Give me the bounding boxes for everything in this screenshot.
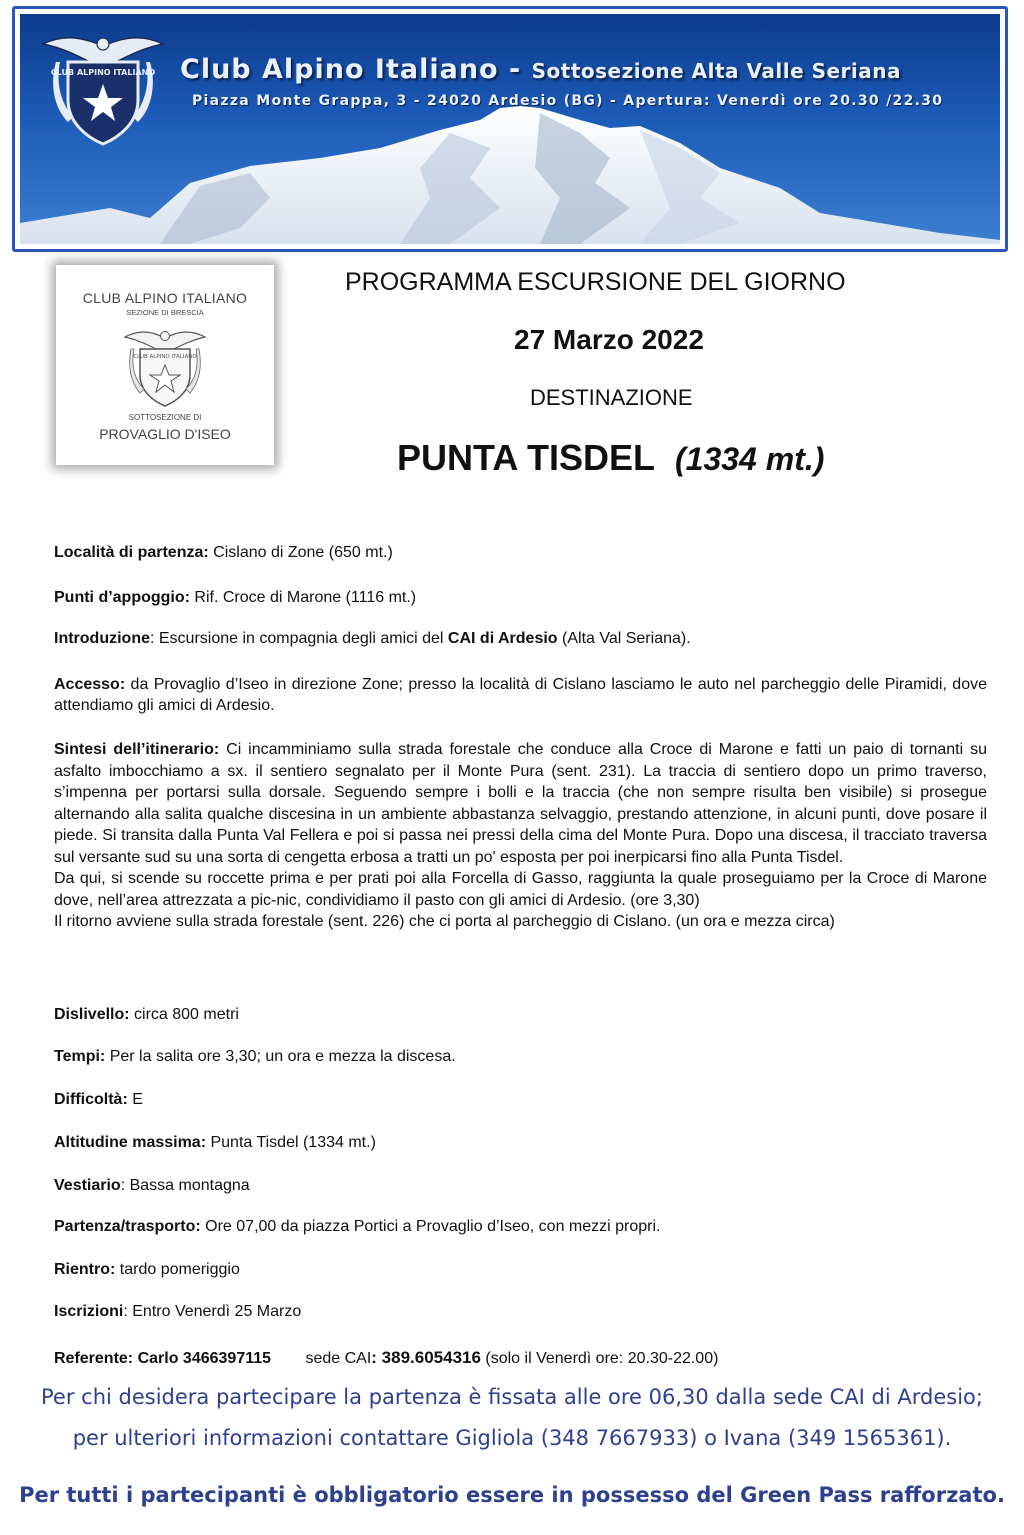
- field-label: Rientro:: [54, 1261, 116, 1278]
- field-difficolta: [54, 1091, 143, 1109]
- field-value: circa 800 metri: [129, 1006, 239, 1023]
- field-dislivello: [54, 1006, 239, 1024]
- field-referente: [54, 1348, 718, 1368]
- subsection-name: Sottosezione Alta Valle Seriana: [531, 59, 902, 83]
- field-sintesi: [54, 739, 987, 933]
- destination-name: PUNTA TISDEL: [397, 437, 655, 478]
- field-rientro: [54, 1261, 240, 1279]
- field-value: Ore 07,00 da piazza Portici a Provaglio d’Iseo, con mezzi propri.: [200, 1218, 661, 1235]
- field-value: da Provaglio d’Iseo in direzione Zone; presso la località di Cislano lasciamo le auto nel parcheggio delle Piramidi, dove attendiamo gli amici di Ardesio.: [54, 676, 987, 714]
- field-value: Cislano di Zone (650 mt.): [208, 544, 393, 561]
- field-label: Punti d’appoggio:: [54, 589, 190, 606]
- field-value: tardo pomeriggio: [115, 1261, 240, 1278]
- cai-eagle-logo: [38, 22, 168, 152]
- banner-image: [20, 14, 1000, 244]
- section-logo: [56, 265, 274, 465]
- program-heading: PROGRAMMA ESCURSIONE DEL GIORNO: [345, 268, 846, 296]
- field-value-bold: CAI di Ardesio: [447, 630, 558, 647]
- field-label: Località di partenza:: [54, 544, 209, 561]
- field-value: Rif. Croce di Marone (1116 mt.): [189, 589, 417, 606]
- note-departure: Per chi desidera partecipare la partenza è fissata alle ore 06,30 dalla sede CAI di Ardesio;: [41, 1385, 983, 1409]
- title-separator: -: [509, 54, 522, 85]
- section-logo-place: PROVAGLIO D'ISEO: [99, 426, 231, 442]
- field-label: Sintesi dell’itinerario:: [54, 741, 220, 758]
- emblem-lettering: CLUB ALPINO ITALIANO: [133, 354, 197, 360]
- field-label: Accesso:: [54, 676, 126, 693]
- field-value: Ci incamminiamo sulla strada forestale che conduce alla Croce di Marone e fatti un paio di tornanti su asfalto imbocchiamo a sx. il sentiero segnalato per il Monte Pura (sent. 231). La traccia di sentiero dopo un primo traverso, s’impenna per portarsi sulla dorsale. Seguendo sempre i bolli e la traccia (che non sempre risulta ben visibile) si prosegue alternando alla salita qualche discesina in un ambiente abbastanza selvaggio, prestando attenzione, in alcuni punti, dove posare il piede. Si transita dalla Punta Val Fellera e poi si passa nei pressi della cima del Monte Pura. Dopo una discesa, il tracciato traversa sul versante sud su una sorta di cengetta erbosa a tratti un po' esposta per poi inerpicarsi fino alla Punta Tisdel.: [54, 741, 988, 866]
- field-iscrizioni: [54, 1303, 301, 1321]
- section-logo-title: CLUB ALPINO ITALIANO: [82, 290, 248, 306]
- sede-hours: (solo il Venerdì ore: 20.30-22.00): [480, 1350, 719, 1367]
- excursion-date: 27 Marzo 2022: [514, 324, 704, 355]
- destination-title: [397, 437, 824, 479]
- banner-title: [180, 54, 901, 85]
- referente-contact: Referente: Carlo 3466397115: [54, 1350, 272, 1367]
- header-banner: [12, 6, 1008, 252]
- field-tempi: [54, 1048, 456, 1066]
- section-eagle-emblem: [122, 321, 208, 409]
- field-label: Partenza/trasporto:: [54, 1218, 201, 1235]
- sede-phone: : 389.6054316: [371, 1348, 481, 1367]
- field-value: : Entro Venerdì 25 Marzo: [123, 1303, 302, 1320]
- field-accesso: [54, 674, 987, 716]
- field-label: Tempi:: [54, 1048, 106, 1065]
- field-label: Iscrizioni: [54, 1303, 124, 1320]
- field-value: : Bassa montagna: [120, 1177, 250, 1194]
- sintesi-paragraph-2: Da qui, si scende su roccette prima e per prati poi alla Forcella di Gasso, raggiunta la quale proseguiamo per la Croce di Marone dove, nell’area attrezzata a pic-nic, condividiamo il pasto con gli amici di Ardesio. (ore 3,30): [54, 870, 987, 909]
- logo-lettering: CLUB ALPINO ITALIANO: [50, 68, 156, 77]
- section-logo-subtitle: SEZIONE DI BRESCIA: [126, 308, 204, 317]
- field-appoggio: [54, 589, 416, 607]
- field-label: Altitudine massima:: [54, 1134, 207, 1151]
- field-value: Punta Tisdel (1334 mt.): [206, 1134, 376, 1151]
- field-label: Introduzione: [54, 630, 150, 647]
- banner-address: Piazza Monte Grappa, 3 - 24020 Ardesio (BG) - Apertura: Venerdì ore 20.30 /22.30: [192, 93, 944, 109]
- field-value: E: [127, 1091, 143, 1108]
- field-label: Difficoltà:: [54, 1091, 128, 1108]
- sede-label: sede CAI: [305, 1350, 372, 1367]
- field-introduzione: [54, 630, 691, 648]
- field-vestiario: [54, 1177, 250, 1195]
- field-altitudine: [54, 1134, 376, 1152]
- destination-label: DESTINAZIONE: [530, 385, 693, 410]
- sintesi-paragraph-3: Il ritorno avviene sulla strada forestale (sent. 226) che ci porta al parcheggio di Cislano. (un ora e mezza circa): [54, 913, 835, 930]
- note-green-pass: Per tutti i partecipanti è obbligatorio essere in possesso del Green Pass rafforzato.: [19, 1483, 1005, 1507]
- field-label: Vestiario: [54, 1177, 121, 1194]
- field-partenza: [54, 544, 393, 562]
- club-name: Club Alpino Italiano: [180, 54, 499, 85]
- field-label: Dislivello:: [54, 1006, 130, 1023]
- field-value: (Alta Val Seriana).: [557, 630, 691, 647]
- section-logo-subsection: SOTTOSEZIONE DI: [128, 413, 202, 422]
- field-value: Per la salita ore 3,30; un ora e mezza la discesa.: [105, 1048, 456, 1065]
- destination-altitude: (1334 mt.): [675, 441, 825, 477]
- note-contacts: per ulteriori informazioni contattare Gigliola (348 7667933) o Ivana (349 1565361).: [72, 1426, 952, 1450]
- field-trasporto: [54, 1218, 660, 1236]
- field-value: : Escursione in compagnia degli amici del: [149, 630, 448, 647]
